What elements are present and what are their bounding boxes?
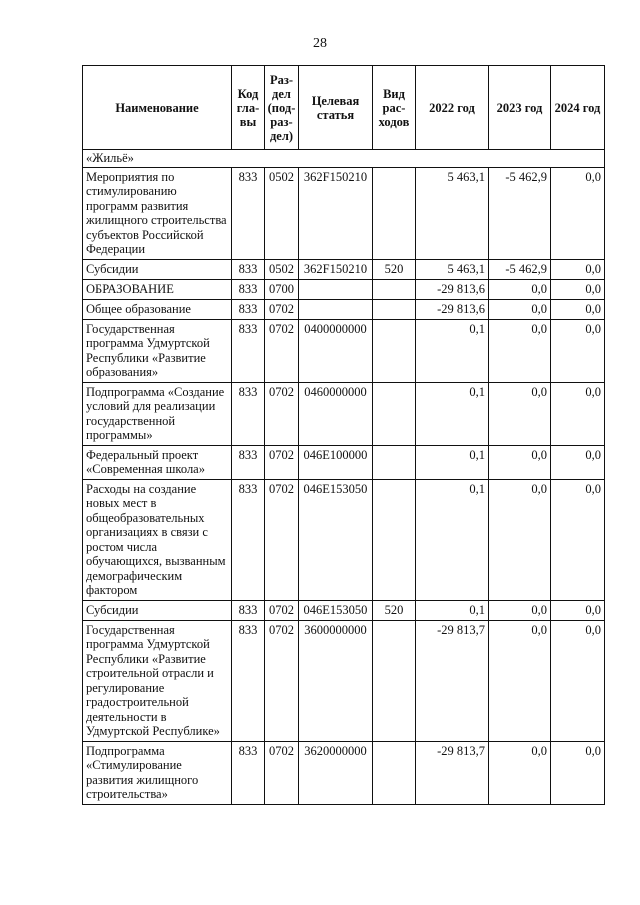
- row-2023: 0,0: [489, 741, 551, 804]
- row-2023: -5 462,9: [489, 167, 551, 259]
- row-code: 833: [232, 741, 265, 804]
- table-row: [83, 279, 605, 299]
- table-row: [83, 479, 605, 600]
- page-number: 28: [313, 36, 327, 51]
- row-code: 833: [232, 299, 265, 319]
- row-name: Подпрограмма «Создание условий для реализации государственной программы»: [83, 382, 232, 445]
- row-2024: 0,0: [551, 741, 605, 804]
- row-target: 362F150210: [299, 259, 373, 279]
- row-2023: 0,0: [489, 299, 551, 319]
- row-code: 833: [232, 445, 265, 479]
- row-2024: 0,0: [551, 600, 605, 620]
- table-row: [83, 600, 605, 620]
- row-name: Субсидии: [83, 600, 232, 620]
- row-target: 0460000000: [299, 382, 373, 445]
- row-code: 833: [232, 279, 265, 299]
- row-section: 0700: [265, 279, 299, 299]
- row-2022: 0,1: [416, 382, 489, 445]
- continuation-text: «Жильё»: [83, 150, 605, 168]
- row-name: Расходы на создание новых мест в общеобразовательных организациях в связи с ростом числа обучающихся, вызванным демографическим фактором: [83, 479, 232, 600]
- header-code: Код гла-вы: [232, 66, 265, 150]
- row-2023: -5 462,9: [489, 259, 551, 279]
- row-code: 833: [232, 620, 265, 741]
- header-2024: 2024 год: [551, 66, 605, 150]
- table-row: [83, 299, 605, 319]
- row-name: Подпрограмма «Стимулирование развития жилищного строительства»: [83, 741, 232, 804]
- header-section: Раз-дел (под-раз-дел): [265, 66, 299, 150]
- row-code: 833: [232, 382, 265, 445]
- row-target: 362F150210: [299, 167, 373, 259]
- row-kind: 520: [373, 259, 416, 279]
- row-kind: [373, 382, 416, 445]
- row-2022: 5 463,1: [416, 167, 489, 259]
- row-2022: 0,1: [416, 600, 489, 620]
- table-row: [83, 620, 605, 741]
- header-kind: Вид рас-ходов: [373, 66, 416, 150]
- row-2022: -29 813,7: [416, 741, 489, 804]
- row-name: Общее образование: [83, 299, 232, 319]
- row-target: 046E100000: [299, 445, 373, 479]
- row-target: 046E153050: [299, 600, 373, 620]
- row-kind: 520: [373, 600, 416, 620]
- row-target: [299, 299, 373, 319]
- row-2023: 0,0: [489, 319, 551, 382]
- table-row: [83, 445, 605, 479]
- row-section: 0702: [265, 620, 299, 741]
- row-section: 0702: [265, 319, 299, 382]
- row-code: 833: [232, 600, 265, 620]
- row-kind: [373, 620, 416, 741]
- row-name: ОБРАЗОВАНИЕ: [83, 279, 232, 299]
- row-code: 833: [232, 479, 265, 600]
- row-section: 0702: [265, 600, 299, 620]
- budget-table: [82, 65, 605, 805]
- row-2022: 0,1: [416, 479, 489, 600]
- row-kind: [373, 479, 416, 600]
- row-2022: -29 813,7: [416, 620, 489, 741]
- table-row: [83, 741, 605, 804]
- row-2024: 0,0: [551, 259, 605, 279]
- header-2022: 2022 год: [416, 66, 489, 150]
- table-row: [83, 382, 605, 445]
- row-kind: [373, 299, 416, 319]
- row-kind: [373, 279, 416, 299]
- row-2024: 0,0: [551, 299, 605, 319]
- row-2022: 0,1: [416, 445, 489, 479]
- row-2023: 0,0: [489, 600, 551, 620]
- table-header-row: [83, 66, 605, 150]
- row-kind: [373, 741, 416, 804]
- header-2023: 2023 год: [489, 66, 551, 150]
- row-section: 0702: [265, 299, 299, 319]
- row-target: [299, 279, 373, 299]
- row-2022: -29 813,6: [416, 299, 489, 319]
- row-2023: 0,0: [489, 279, 551, 299]
- table-row: [83, 167, 605, 259]
- row-2022: -29 813,6: [416, 279, 489, 299]
- table-row: [83, 259, 605, 279]
- table-row: [83, 319, 605, 382]
- row-target: 3620000000: [299, 741, 373, 804]
- row-2023: 0,0: [489, 620, 551, 741]
- row-section: 0702: [265, 382, 299, 445]
- row-2024: 0,0: [551, 620, 605, 741]
- row-name: Федеральный проект «Современная школа»: [83, 445, 232, 479]
- row-target: 3600000000: [299, 620, 373, 741]
- row-2023: 0,0: [489, 479, 551, 600]
- row-section: 0502: [265, 259, 299, 279]
- header-name: Наименование: [83, 66, 232, 150]
- row-2024: 0,0: [551, 382, 605, 445]
- row-code: 833: [232, 167, 265, 259]
- row-section: 0502: [265, 167, 299, 259]
- header-target: Целевая статья: [299, 66, 373, 150]
- row-2024: 0,0: [551, 319, 605, 382]
- row-name: Государственная программа Удмуртской Республики «Развитие образования»: [83, 319, 232, 382]
- row-2024: 0,0: [551, 479, 605, 600]
- row-2022: 0,1: [416, 319, 489, 382]
- row-code: 833: [232, 319, 265, 382]
- continuation-row: [83, 150, 605, 168]
- row-kind: [373, 319, 416, 382]
- row-2024: 0,0: [551, 167, 605, 259]
- row-code: 833: [232, 259, 265, 279]
- row-target: 046E153050: [299, 479, 373, 600]
- row-2022: 5 463,1: [416, 259, 489, 279]
- row-2023: 0,0: [489, 382, 551, 445]
- row-name: Субсидии: [83, 259, 232, 279]
- row-section: 0702: [265, 445, 299, 479]
- row-kind: [373, 445, 416, 479]
- row-section: 0702: [265, 479, 299, 600]
- row-2023: 0,0: [489, 445, 551, 479]
- row-kind: [373, 167, 416, 259]
- row-2024: 0,0: [551, 279, 605, 299]
- row-name: Государственная программа Удмуртской Республики «Развитие строительной отрасли и регулирование градостроительной деятельности в Удмуртской Республике»: [83, 620, 232, 741]
- row-2024: 0,0: [551, 445, 605, 479]
- row-name: Мероприятия по стимулированию программ развития жилищного строительства субъектов Российской Федерации: [83, 167, 232, 259]
- row-target: 0400000000: [299, 319, 373, 382]
- row-section: 0702: [265, 741, 299, 804]
